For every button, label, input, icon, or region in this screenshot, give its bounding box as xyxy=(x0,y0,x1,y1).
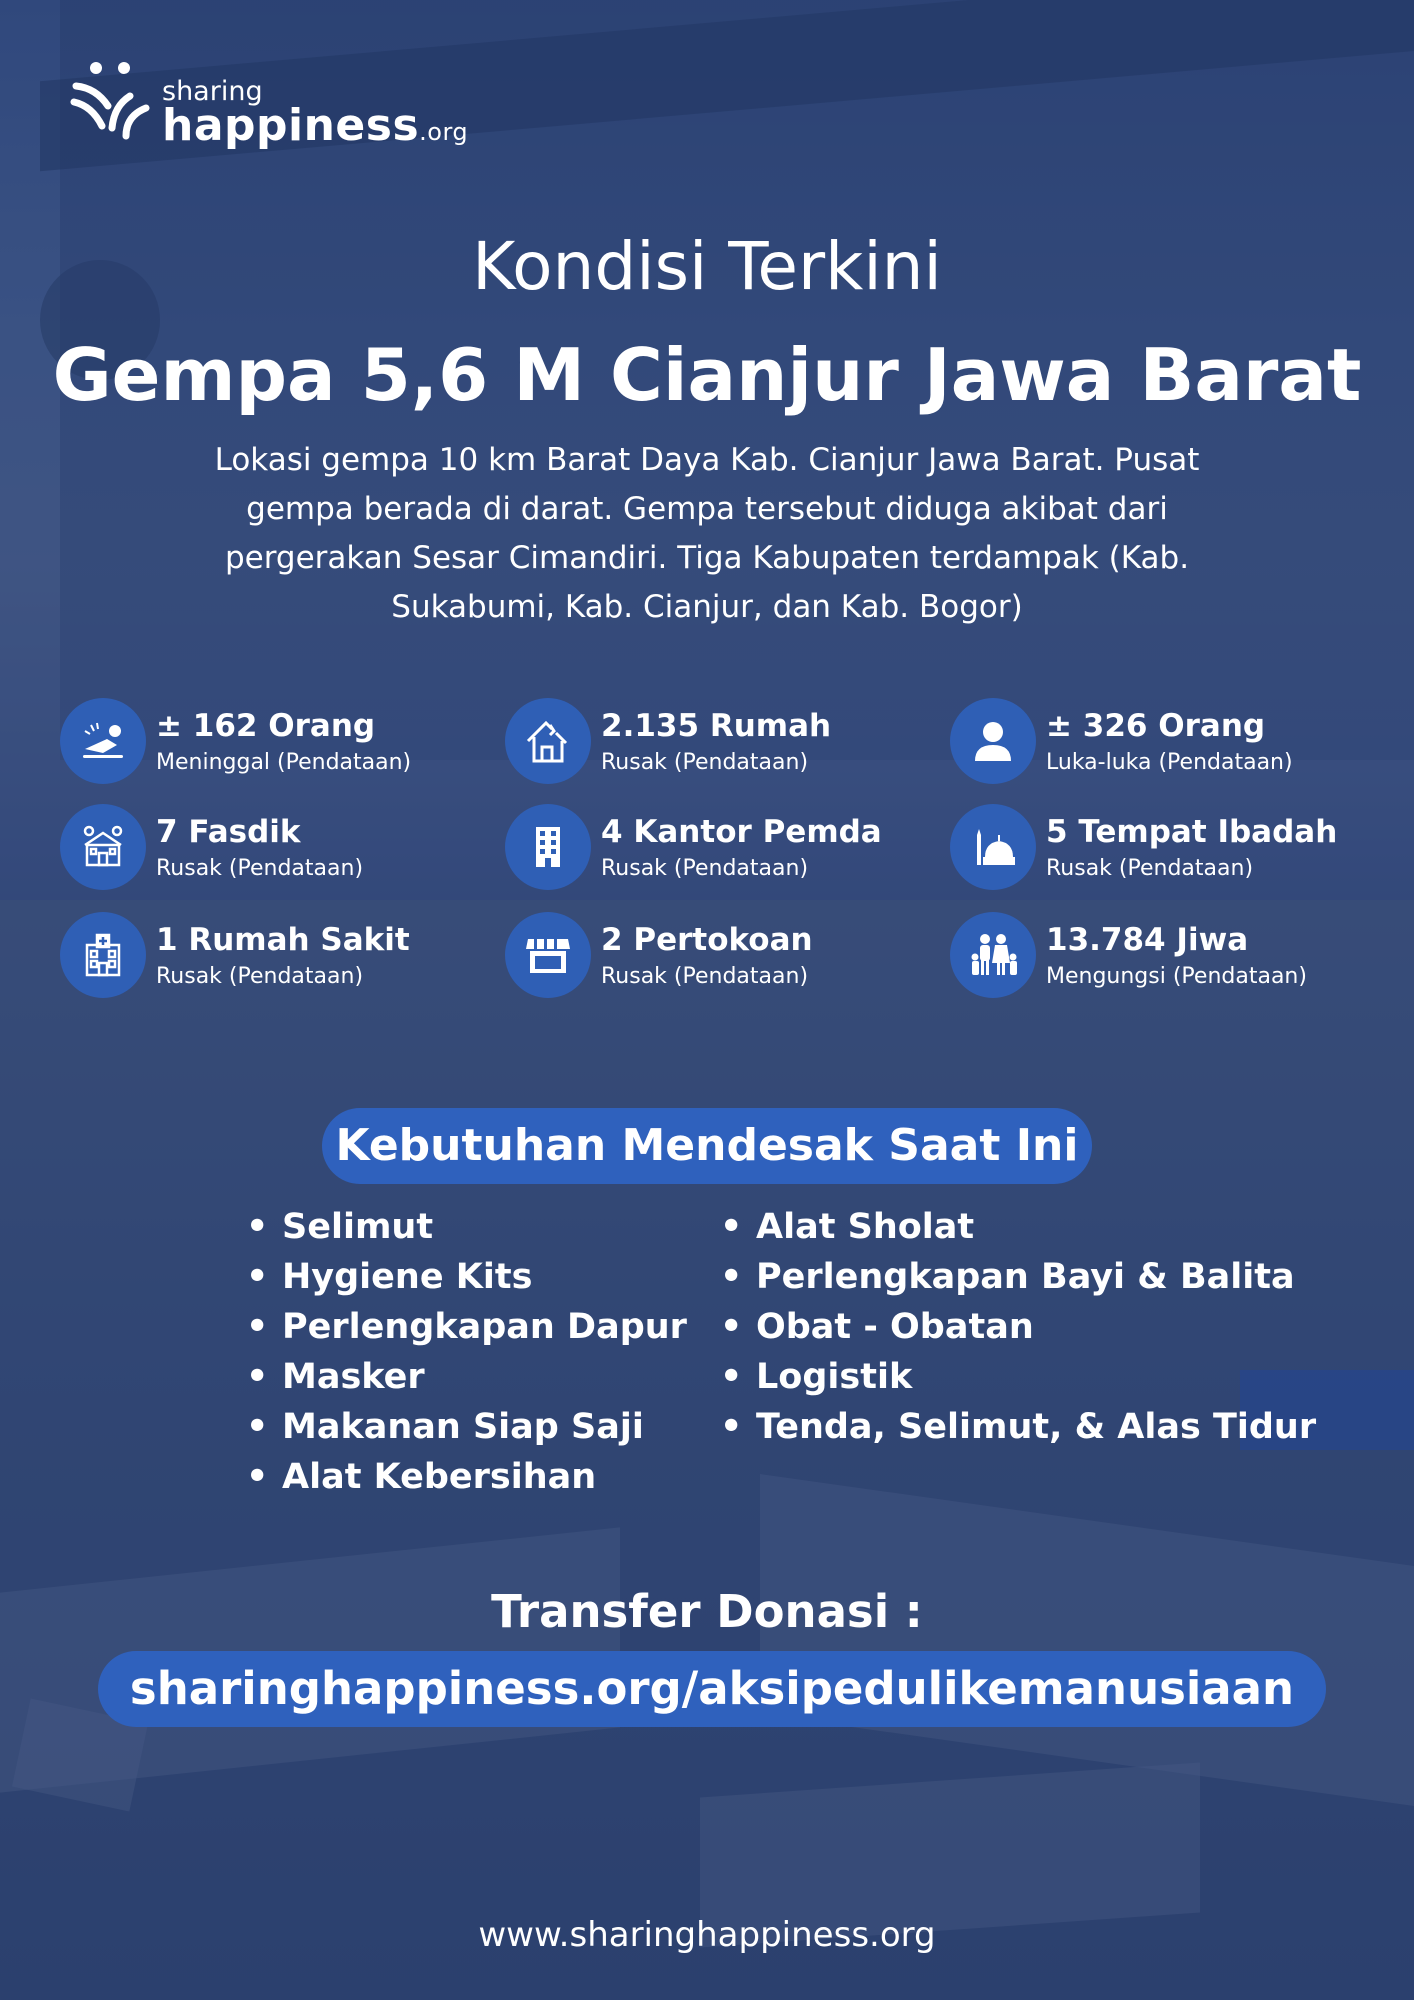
stat-value: 13.784 Jiwa xyxy=(1046,922,1249,958)
list-item: • Perlengkapan Bayi & Balita xyxy=(716,1252,1316,1302)
sharing-happiness-logo-icon xyxy=(66,56,156,146)
list-item: • Alat Kebersihan xyxy=(242,1452,687,1502)
stat-houses xyxy=(505,698,915,788)
stat-value: 5 Tempat Ibadah xyxy=(1046,814,1338,850)
brand-logo[interactable] xyxy=(66,56,469,156)
stat-value: 1 Rumah Sakit xyxy=(156,922,410,958)
stat-value: ± 326 Orang xyxy=(1046,708,1266,744)
damaged-house-icon xyxy=(522,715,574,767)
list-item: • Alat Sholat xyxy=(716,1202,1316,1252)
donation-url-link[interactable]: sharinghappiness.org/aksipedulikemanusiaan xyxy=(98,1651,1326,1727)
stat-label: Rusak (Pendataan) xyxy=(601,750,809,775)
needs-list-right xyxy=(716,1202,1316,1452)
event-description: Lokasi gempa 10 km Barat Daya Kab. Cianjur Jawa Barat. Pusat gempa berada di darat. Gempa tersebut diduga akibat dari pergerakan Sesar Cimandiri. Tiga Kabupaten terdampak (Kab. Sukabumi, Kab. Cianjur, dan Kab. Bogor) xyxy=(214,442,1200,625)
stat-value: ± 162 Orang xyxy=(156,708,376,744)
list-item: • Masker xyxy=(242,1352,687,1402)
mosque-icon xyxy=(967,821,1019,873)
footer-website-link[interactable]: www.sharinghappiness.org xyxy=(478,1915,936,1955)
office-building-icon xyxy=(522,821,574,873)
stat-label: Luka-luka (Pendataan) xyxy=(1046,750,1293,775)
stat-shops xyxy=(505,912,915,1002)
stat-value: 4 Kantor Pemda xyxy=(601,814,882,850)
stat-injured xyxy=(950,698,1360,788)
needs-list-left xyxy=(242,1202,687,1502)
transfer-donation-label: Transfer Donasi : xyxy=(491,1585,923,1638)
urgent-needs-title: Kebutuhan Mendesak Saat Ini xyxy=(322,1108,1092,1184)
stat-label: Rusak (Pendataan) xyxy=(601,856,809,881)
stat-worship xyxy=(950,804,1360,894)
stat-label: Rusak (Pendataan) xyxy=(601,964,809,989)
stat-label: Rusak (Pendataan) xyxy=(1046,856,1254,881)
stat-offices xyxy=(505,804,915,894)
fallen-person-icon xyxy=(77,715,129,767)
list-item: • Obat - Obatan xyxy=(716,1302,1316,1352)
stat-value: 2.135 Rumah xyxy=(601,708,832,744)
stat-schools xyxy=(60,804,470,894)
list-item: • Makanan Siap Saji xyxy=(242,1402,687,1452)
stat-label: Rusak (Pendataan) xyxy=(156,964,364,989)
stat-deaths xyxy=(60,698,470,788)
logo-word-happiness: happiness.org xyxy=(162,100,469,151)
list-item: • Selimut xyxy=(242,1202,687,1252)
stat-value: 2 Pertokoan xyxy=(601,922,813,958)
stat-refugees xyxy=(950,912,1360,1002)
page-subtitle: Kondisi Terkini xyxy=(472,228,942,305)
hospital-icon xyxy=(77,929,129,981)
stat-label: Mengungsi (Pendataan) xyxy=(1046,964,1307,989)
page-title: Gempa 5,6 M Cianjur Jawa Barat xyxy=(52,333,1362,417)
person-icon xyxy=(967,715,1019,767)
logo-word-org: .org xyxy=(419,118,469,146)
list-item: • Tenda, Selimut, & Alas Tidur xyxy=(716,1402,1316,1452)
stat-label: Rusak (Pendataan) xyxy=(156,856,364,881)
stat-value: 7 Fasdik xyxy=(156,814,301,850)
stat-label: Meninggal (Pendataan) xyxy=(156,750,412,775)
list-item: • Logistik xyxy=(716,1352,1316,1402)
school-icon xyxy=(77,821,129,873)
family-icon xyxy=(967,929,1019,981)
stat-hospitals xyxy=(60,912,470,1002)
list-item: • Perlengkapan Dapur xyxy=(242,1302,687,1352)
list-item: • Hygiene Kits xyxy=(242,1252,687,1302)
shop-icon xyxy=(522,929,574,981)
logo-word-sharing: sharing xyxy=(162,76,263,107)
